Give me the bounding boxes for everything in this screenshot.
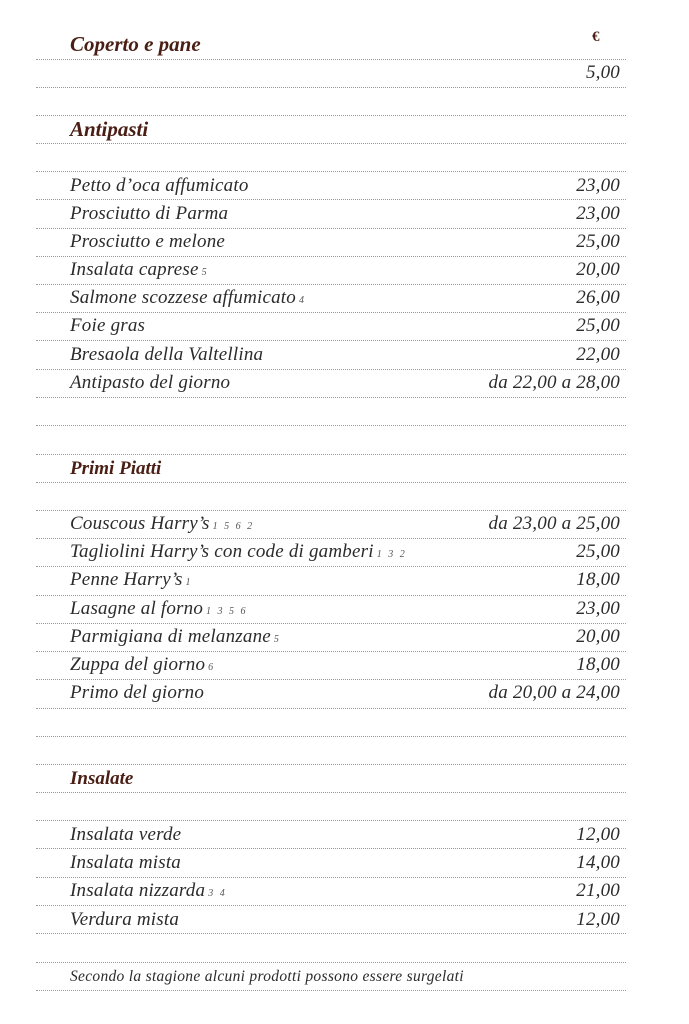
divider bbox=[36, 425, 626, 426]
divider bbox=[36, 566, 626, 567]
divider bbox=[36, 708, 626, 709]
menu-item-price: 12,00 bbox=[576, 909, 620, 930]
menu-item-name: Prosciutto di Parma bbox=[70, 203, 229, 224]
divider bbox=[36, 312, 626, 313]
divider bbox=[36, 538, 626, 539]
menu-item-name: Insalata verde bbox=[70, 824, 182, 845]
divider bbox=[36, 990, 626, 991]
coperto-price: 5,00 bbox=[585, 62, 620, 83]
menu-item-price: da 23,00 a 25,00 bbox=[488, 513, 620, 534]
menu-item-name: Parmigiana di melanzane 5 bbox=[70, 626, 281, 647]
divider bbox=[36, 764, 626, 765]
divider bbox=[36, 848, 626, 849]
menu-item-price: 26,00 bbox=[576, 287, 620, 308]
menu-item-price: 14,00 bbox=[576, 852, 620, 873]
menu-item-price: 21,00 bbox=[576, 880, 620, 901]
menu-item-price: da 22,00 a 28,00 bbox=[488, 372, 620, 393]
menu-item-price: da 20,00 a 24,00 bbox=[488, 682, 620, 703]
divider bbox=[36, 87, 626, 88]
menu-item-price: 25,00 bbox=[576, 231, 620, 252]
divider bbox=[36, 736, 626, 737]
allergen-codes: 1 3 5 6 bbox=[206, 606, 248, 617]
menu-item-price: 25,00 bbox=[576, 541, 620, 562]
divider bbox=[36, 340, 626, 341]
allergen-codes: 5 bbox=[201, 267, 209, 278]
menu-item-price: 20,00 bbox=[576, 259, 620, 280]
divider bbox=[36, 933, 626, 934]
menu-item-price: 25,00 bbox=[576, 315, 620, 336]
menu-item-price: 20,00 bbox=[576, 626, 620, 647]
menu-item-name: Lasagne al forno 1 3 5 6 bbox=[70, 598, 248, 619]
allergen-codes: 1 5 6 2 bbox=[212, 521, 255, 532]
divider bbox=[36, 623, 626, 624]
divider bbox=[36, 877, 626, 878]
menu-item-price: 22,00 bbox=[576, 344, 620, 365]
menu-item-price: 18,00 bbox=[576, 569, 620, 590]
menu-item-name: Prosciutto e melone bbox=[70, 231, 226, 252]
section-title-antipasti: Antipasti bbox=[70, 117, 149, 141]
section-title-insalate: Insalate bbox=[70, 768, 134, 789]
menu-item-name: Petto d’oca affumicato bbox=[70, 175, 249, 196]
allergen-codes: 4 bbox=[298, 295, 306, 306]
divider bbox=[36, 171, 626, 172]
divider bbox=[36, 228, 626, 229]
allergen-codes: 3 4 bbox=[208, 888, 227, 899]
menu-item-name: Salmone scozzese affumicato 4 bbox=[70, 287, 306, 308]
divider bbox=[36, 115, 626, 116]
menu-item-name: Bresaola della Valtellina bbox=[70, 344, 264, 365]
menu-item-price: 18,00 bbox=[576, 654, 620, 675]
currency-symbol: € bbox=[592, 29, 600, 45]
divider bbox=[36, 482, 626, 483]
menu-item-name: Insalata caprese 5 bbox=[70, 259, 209, 280]
coperto-title: Coperto e pane bbox=[70, 32, 201, 56]
divider bbox=[36, 510, 626, 511]
divider bbox=[36, 256, 626, 257]
menu-item-name: Couscous Harry’s 1 5 6 2 bbox=[70, 513, 255, 534]
menu-item-name: Zuppa del giorno 6 bbox=[70, 654, 216, 675]
divider bbox=[36, 679, 626, 680]
divider bbox=[36, 820, 626, 821]
divider bbox=[36, 595, 626, 596]
divider bbox=[36, 284, 626, 285]
allergen-codes: 6 bbox=[208, 662, 216, 673]
divider bbox=[36, 454, 626, 455]
menu-item-name: Tagliolini Harry’s con code di gamberi 1 3 2 bbox=[70, 541, 407, 562]
menu-item-price: 12,00 bbox=[576, 824, 620, 845]
menu-item-name: Insalata nizzarda 3 4 bbox=[70, 880, 227, 901]
divider bbox=[36, 369, 626, 370]
menu-item-name: Antipasto del giorno bbox=[70, 372, 231, 393]
allergen-codes: 1 3 2 bbox=[376, 549, 407, 560]
divider bbox=[36, 397, 626, 398]
menu-item-name: Penne Harry’s 1 bbox=[70, 569, 193, 590]
menu-item-price: 23,00 bbox=[576, 175, 620, 196]
allergen-codes: 5 bbox=[273, 634, 281, 645]
menu-item-name: Verdura mista bbox=[70, 909, 180, 930]
menu-item-name: Primo del giorno bbox=[70, 682, 205, 703]
divider bbox=[36, 792, 626, 793]
menu-item-name: Foie gras bbox=[70, 315, 146, 336]
divider bbox=[36, 59, 626, 60]
divider bbox=[36, 962, 626, 963]
footer-note: Secondo la stagione alcuni prodotti possono essere surgelati bbox=[70, 968, 464, 985]
divider bbox=[36, 199, 626, 200]
section-title-primi-piatti: Primi Piatti bbox=[70, 458, 162, 479]
menu-item-price: 23,00 bbox=[576, 203, 620, 224]
divider bbox=[36, 651, 626, 652]
divider bbox=[36, 905, 626, 906]
allergen-codes: 1 bbox=[185, 577, 193, 588]
divider bbox=[36, 143, 626, 144]
menu-item-price: 23,00 bbox=[576, 598, 620, 619]
menu-item-name: Insalata mista bbox=[70, 852, 182, 873]
